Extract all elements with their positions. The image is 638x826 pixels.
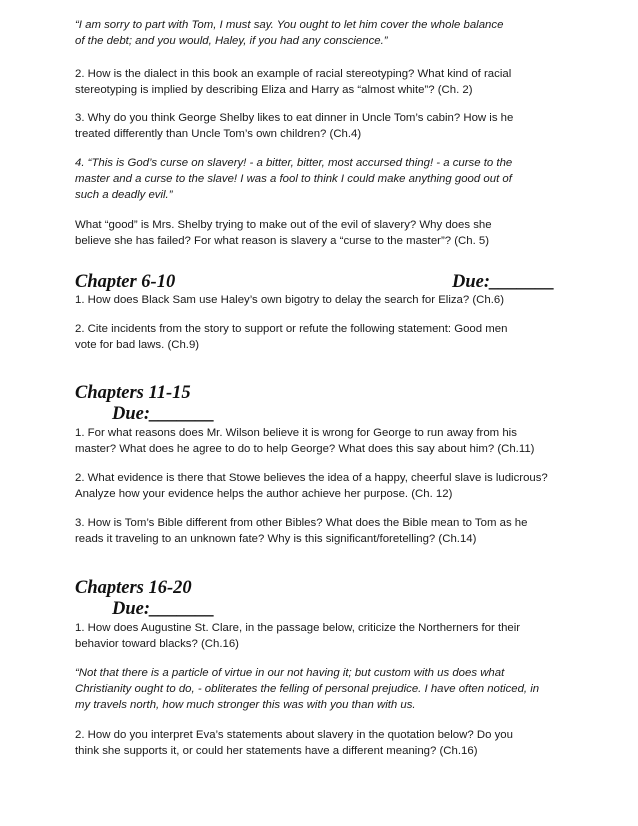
question-paragraph bbox=[75, 620, 575, 652]
question-paragraph bbox=[75, 321, 575, 353]
quote-paragraph bbox=[75, 17, 575, 49]
section-heading: Chapters 16-20 bbox=[75, 578, 192, 598]
text-line: Analyze how your evidence helps the author achieve her purpose. (Ch. 12) bbox=[75, 488, 453, 500]
text-line: of the debt; and you would, Haley, if you had any conscience.” bbox=[75, 35, 388, 47]
text-line: behavior toward blacks? (Ch.16) bbox=[75, 638, 239, 650]
question-paragraph bbox=[75, 425, 575, 457]
text-line: believe she has failed? For what reason is slavery a “curse to the master”? (Ch. 5) bbox=[75, 235, 490, 247]
text-line: 3. How is Tom’s Bible different from other Bibles? What does the Bible mean to Tom as he bbox=[75, 517, 528, 529]
text-line: master and a curse to the slave! I was a fool to think I could make anything good out of bbox=[75, 173, 512, 185]
text-line: such a deadly evil.” bbox=[75, 189, 173, 201]
text-line: 1. How does Black Sam use Haley’s own bigotry to delay the search for Eliza? (Ch.6) bbox=[75, 294, 505, 306]
question-paragraph bbox=[75, 470, 575, 502]
text-line: 2. Cite incidents from the story to support or refute the following statement: Good men bbox=[75, 323, 508, 335]
text-line: stereotyping is implied by describing Eliza and Harry as “almost white”? (Ch. 2) bbox=[75, 84, 473, 96]
quote-paragraph bbox=[75, 665, 575, 713]
question-paragraph bbox=[75, 727, 575, 759]
due-date-label: Due:_______ bbox=[112, 599, 215, 619]
section-heading: Chapters 11-15 bbox=[75, 383, 191, 403]
due-date-label: Due:_______ bbox=[112, 404, 215, 424]
text-line: reads it traveling to an unknown fate? Why is this significant/foretelling? (Ch.14) bbox=[75, 533, 477, 545]
text-line: “Not that there is a particle of virtue in our not having it; but custom with us does what bbox=[75, 667, 505, 679]
text-line: Christianity ought to do, - obliterates the felling of personal prejudice. I have often noticed, in bbox=[75, 683, 540, 695]
text-line: vote for bad laws. (Ch.9) bbox=[75, 339, 200, 351]
question-paragraph bbox=[75, 515, 575, 547]
text-line: my travels north, how much stronger this was with you than with us. bbox=[75, 699, 416, 711]
question-paragraph bbox=[75, 66, 575, 98]
question-paragraph bbox=[75, 110, 575, 142]
text-line: 1. How does Augustine St. Clare, in the passage below, criticize the Northerners for their bbox=[75, 622, 521, 634]
text-line: 1. For what reasons does Mr. Wilson believe it is wrong for George to run away from his bbox=[75, 427, 517, 439]
text-line: treated differently than Uncle Tom’s own children? (Ch.4) bbox=[75, 128, 362, 140]
question-paragraph bbox=[75, 217, 575, 249]
text-line: 2. What evidence is there that Stowe believes the idea of a happy, cheerful slave is ludicrous? bbox=[75, 472, 548, 484]
text-line: think she supports it, or could her statements have a different meaning? (Ch.16) bbox=[75, 745, 478, 757]
text-line: What “good” is Mrs. Shelby trying to make out of the evil of slavery? Why does she bbox=[75, 219, 492, 231]
question-paragraph bbox=[75, 292, 575, 308]
section-heading: Chapter 6-10 bbox=[75, 272, 176, 292]
text-line: “I am sorry to part with Tom, I must say. You ought to let him cover the whole balance bbox=[75, 19, 504, 31]
text-line: 2. How do you interpret Eva’s statements about slavery in the quotation below? Do you bbox=[75, 729, 513, 741]
quote-paragraph bbox=[75, 155, 575, 203]
text-line: 3. Why do you think George Shelby likes to eat dinner in Uncle Tom’s cabin? How is he bbox=[75, 112, 514, 124]
text-line: master? What does he agree to do to help George? What does this say about him? (Ch.11) bbox=[75, 443, 535, 455]
due-date-label: Due:_______ bbox=[452, 272, 555, 292]
text-line: 2. How is the dialect in this book an example of racial stereotyping? What kind of racial bbox=[75, 68, 512, 80]
text-line: 4. “This is God’s curse on slavery! - a bitter, bitter, most accursed thing! - a curse to the bbox=[75, 157, 513, 169]
